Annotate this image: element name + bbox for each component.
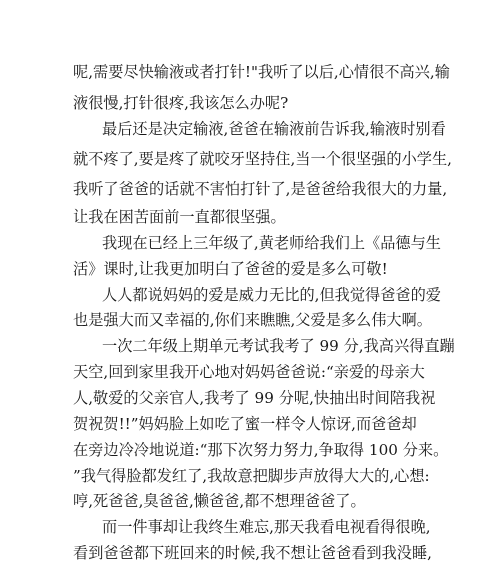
text-line [0, 487, 500, 515]
line-text: 就不疼了,要是疼了就咬牙坚持住,当一个很坚强的小学生, [73, 150, 452, 168]
line-text: 人人都说妈妈的爱是威力无比的,但我觉得爸爸的爱 [102, 286, 441, 304]
text-line [0, 436, 500, 464]
text-line [0, 384, 500, 412]
text-line [0, 229, 500, 257]
line-text: 最后还是决定输液,爸爸在输液前告诉我,输液时别看 [102, 120, 446, 138]
line-text: 贺祝贺!!”妈妈脸上如吃了蜜一样令人惊讶,而爸爸却 [73, 415, 417, 433]
text-line [0, 145, 500, 173]
text-line [0, 539, 500, 566]
text-line [0, 203, 500, 231]
line-text: ”我气得脸都发红了,我故意把脚步声放得大大的,心想: [73, 467, 430, 485]
text-line [0, 58, 500, 86]
text-line [0, 513, 500, 541]
text-line [0, 255, 500, 283]
line-text: 液很慢,打针很疼,我该怎么办呢? [73, 94, 289, 112]
line-text: 呢,需要尽快输液或者打针!"我听了以后,心情很不高兴,输 [73, 63, 450, 81]
text-line [0, 281, 500, 309]
line-text: 我现在已经上三年级了,黄老师给我们上《品德与生 [102, 234, 441, 252]
line-text: 活》课时,让我更加明白了爸爸的爱是多么可敬! [73, 260, 388, 278]
line-text: 我听了爸爸的话就不害怕打针了,是爸爸给我很大的力量, [73, 180, 448, 198]
line-text: 看到爸爸都下班回来的时候,我不想让爸爸看到我没睡, [73, 544, 432, 562]
line-text: 让我在困苦面前一直都很坚强。 [73, 208, 286, 226]
text-line [0, 410, 500, 438]
text-line [0, 89, 500, 117]
line-text: 在旁边冷冷地说道:“那下次努力努力,争取得 100 分来。 [73, 441, 449, 459]
text-line [0, 115, 500, 143]
line-text: 哼,死爸爸,臭爸爸,懒爸爸,都不想理爸爸了。 [73, 492, 366, 510]
text-line [0, 306, 500, 334]
line-text: 一次二年级上期单元考试我考了 99 分,我高兴得直蹦 [102, 337, 455, 355]
text-line [0, 462, 500, 490]
text-line [0, 332, 500, 360]
line-text: 人,敬爱的父亲官人,我考了 99 分呢,快抽出时间陪我祝 [73, 389, 436, 407]
line-text: 也是强大而又幸福的,你们来瞧瞧,父爱是多么伟大啊。 [73, 311, 432, 329]
line-text: 而一件事却让我终生难忘,那天我看电视看得很晚, [102, 518, 431, 536]
text-line [0, 175, 500, 203]
line-text: 天空,回到家里我开心地对妈妈爸爸说:“亲爱的母亲大 [73, 363, 425, 381]
text-line [0, 358, 500, 386]
